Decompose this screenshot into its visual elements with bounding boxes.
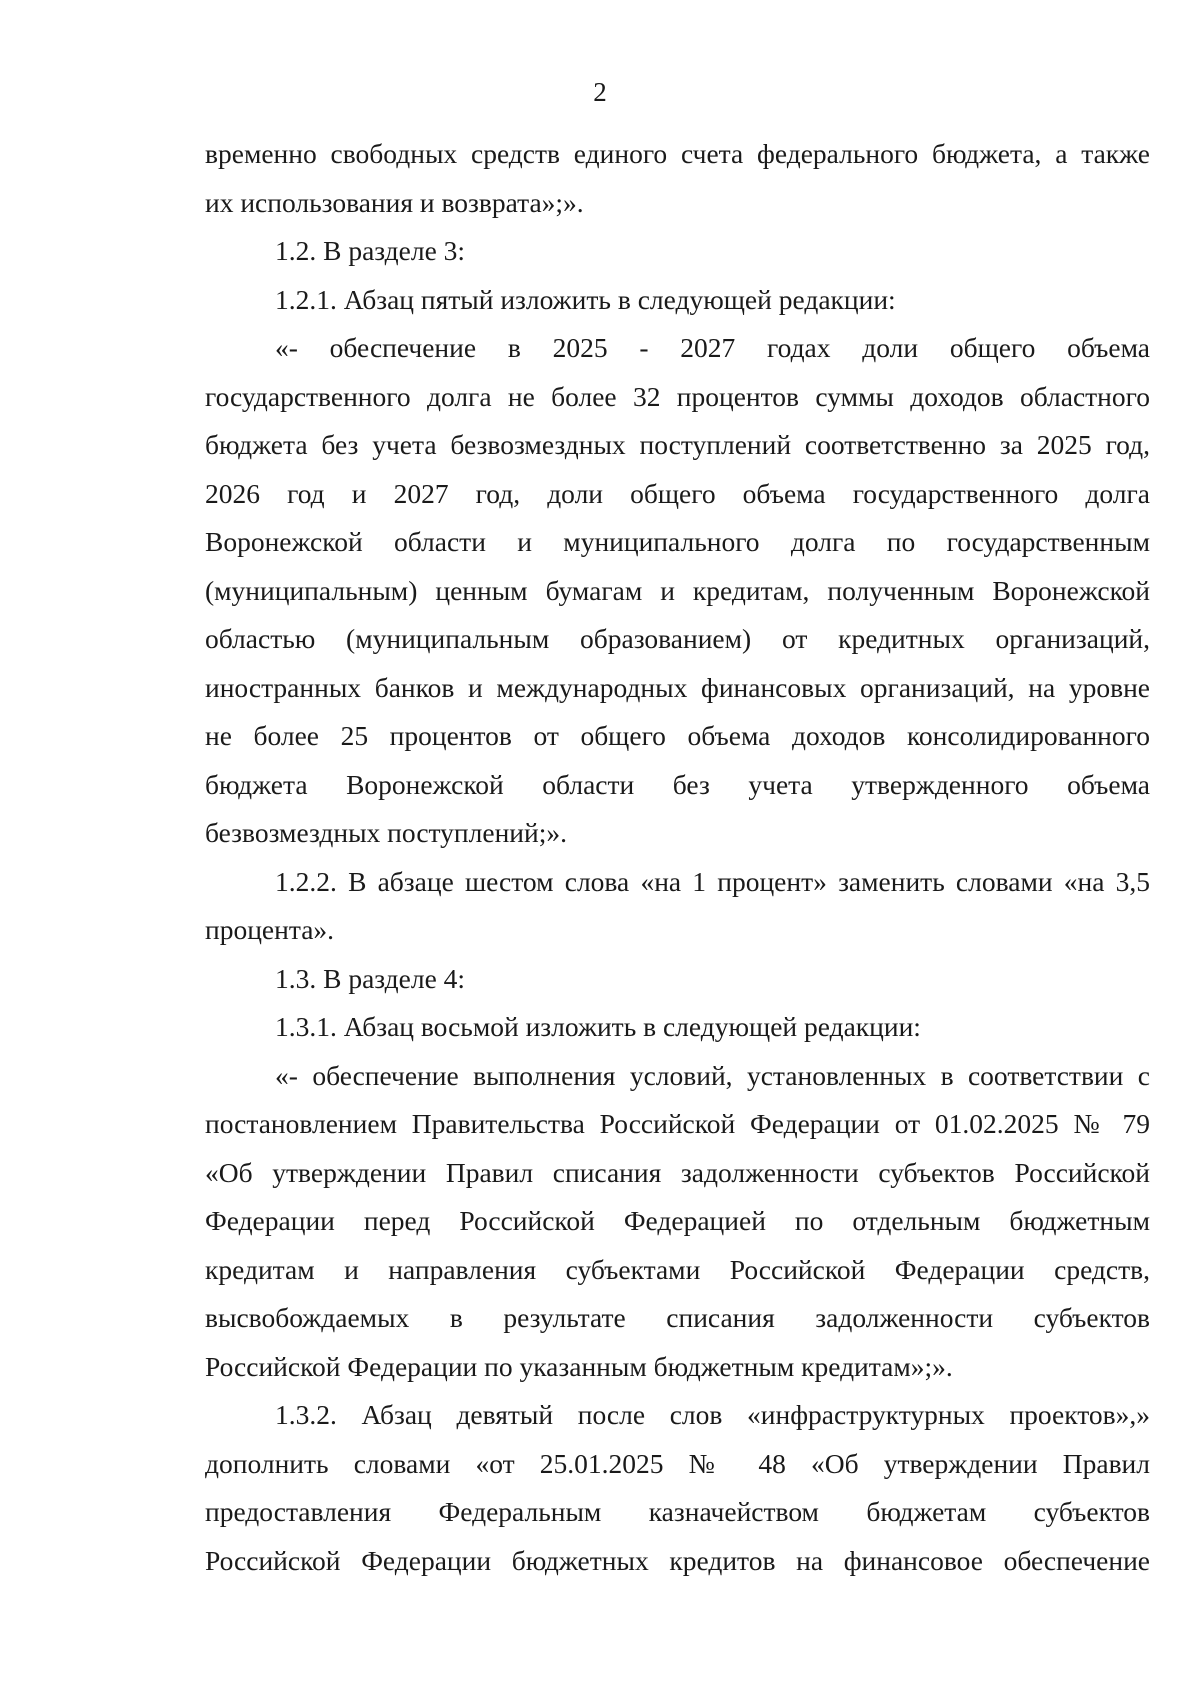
text-line: (муниципальным) ценным бумагам и кредитам, полученным Воронежской [205,574,1150,606]
text-line: областью (муниципальным образованием) от кредитных организаций, [205,623,1150,654]
text-line: 1.2.2. В абзаце шестом слова «на 1 процент» заменить словами «на 3,5 [275,865,1150,897]
text-line: высвобождаемых в результате списания задолженности субъектов [205,1302,1150,1333]
text-line: иностранных банков и международных финансовых организаций, на уровне [205,671,1150,703]
text-line: Федерации перед Российской Федерацией по отдельным бюджетным [205,1205,1150,1236]
text-line: 1.2.1. Абзац пятый изложить в следующей редакции: [275,283,896,315]
text-line: бюджета Воронежской области без учета утвержденного объема [205,768,1150,800]
text-line: не более 25 процентов от общего объема доходов консолидированного [205,720,1150,751]
text-line: Российской Федерации бюджетных кредитов на финансовое обеспечение [205,1544,1150,1576]
text-line: дополнить словами «от 25.01.2025 № 48 «Об утверждении Правил [205,1447,1150,1479]
text-line: процента». [205,914,335,945]
text-line: временно свободных средств единого счета федерального бюджета, а также [205,138,1150,169]
text-line: 2026 год и 2027 год, доли общего объема государственного долга [205,477,1150,509]
text-line: предоставления Федеральным казначейством бюджетам субъектов [205,1496,1150,1527]
text-line: «Об утверждении Правил списания задолженности субъектов Российской [205,1156,1150,1188]
text-line: бюджета без учета безвозмездных поступлений соответственно за 2025 год, [205,429,1150,460]
document-body [205,136,1150,1591]
text-line: 1.3.1. Абзац восьмой изложить в следующей редакции: [275,1011,921,1042]
text-line: кредитам и направления субъектами Российской Федерации средств, [205,1253,1150,1285]
text-line: 1.2. В разделе 3: [275,235,466,266]
page-number: 2 [593,77,607,107]
text-line: постановлением Правительства Российской Федерации от 01.02.2025 № 79 [205,1108,1150,1139]
text-line: 1.3. В разделе 4: [275,962,466,994]
text-line: Воронежской области и муниципального долга по государственным [205,526,1150,557]
text-line: «- обеспечение в 2025 - 2027 годах доли общего объема [275,332,1150,363]
text-line: безвозмездных поступлений;». [205,817,567,848]
text-line: Российской Федерации по указанным бюджетным кредитам»;». [205,1350,953,1382]
text-line: 1.3.2. Абзац девятый после слов «инфраструктурных проектов»,» [275,1399,1150,1430]
text-line: их использования и возврата»;». [205,186,584,218]
text-line: «- обеспечение выполнения условий, установленных в соответствии с [275,1059,1150,1091]
text-line: государственного долга не более 32 процентов суммы доходов областного [205,380,1150,412]
